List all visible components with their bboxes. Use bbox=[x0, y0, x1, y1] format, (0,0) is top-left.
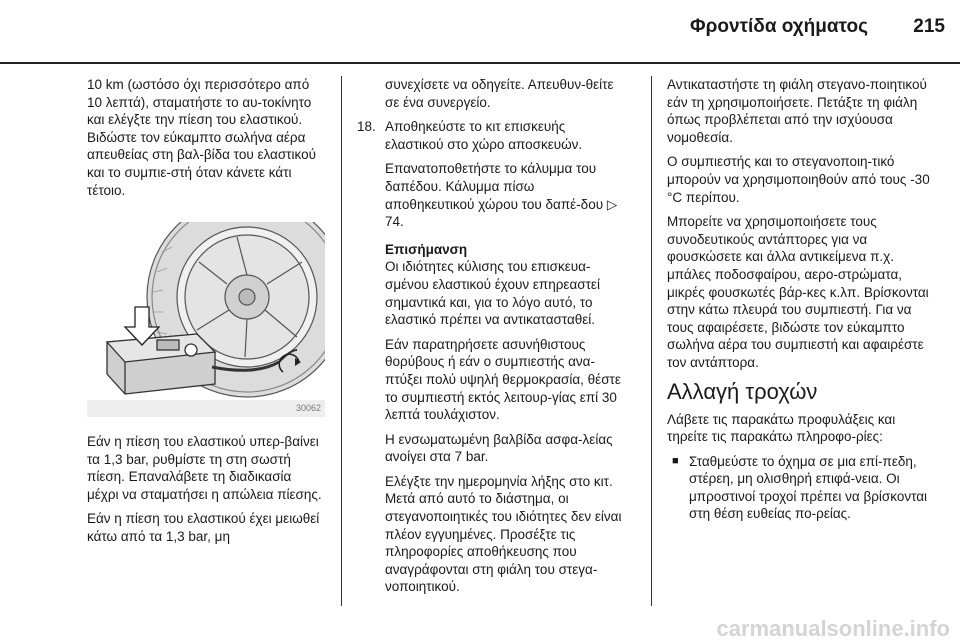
figure-number: 30062 bbox=[295, 403, 321, 413]
column-1-bottom bbox=[87, 433, 325, 553]
section-heading: Αλλαγή τροχών bbox=[667, 378, 818, 404]
paragraph: Αντικαταστήστε τη φιάλη στεγανο-ποιητικού εάν τη χρησιμοποιήσετε. Πετάξτε τη φιάλη όπως προβλέπεται από την ισχύουσα νομοθεσία. bbox=[667, 77, 927, 145]
paragraph: συνεχίσετε να οδηγείτε. Απευθυν-θείτε σε ένα συνεργείο. bbox=[385, 77, 614, 110]
notice-block bbox=[357, 241, 625, 596]
paragraph: Λάβετε τις παρακάτω προφυλάξεις και τηρείτε τις παρακάτω πληροφο-ρίες: bbox=[667, 411, 896, 445]
page-ref-icon: ▷ bbox=[606, 196, 618, 212]
paragraph: Ο συμπιεστής και το στεγανοποιη-τικό μπορούν να χρησιμοποιηθούν από τους -30 °C περίπου. bbox=[667, 154, 930, 205]
notice-text: Οι ιδιότητες κύλισης του επισκευα-σμένου ελαστικού έχουν επηρεαστεί σημαντικά και, για το λόγο αυτό, το ελαστικό πρέπει να αντικατασταθεί. bbox=[385, 259, 600, 328]
column-1-top bbox=[87, 76, 325, 206]
list-number: 18. bbox=[357, 119, 376, 135]
paragraph: Μπορείτε να χρησιμοποιήσετε τους συνοδευτικούς αντάπτορες για να φουσκώσετε και άλλα αντικείμενα π.χ. μπάλες ποδοσφαίρου, αερο-στρώματα, μικρές φουσκωτές βάρ-κες κ.λπ. Βρίσκονται στην κάτω πλευρά του συμπιεστή. Για να τους αφαιρέσετε, βιδώστε τον εύκαμπτο σωλήνα αέρα του συμπιεστή και αφαιρέστε τον αντάπτορα. bbox=[667, 214, 929, 370]
page-number: 215 bbox=[913, 16, 945, 37]
column-divider bbox=[651, 76, 652, 606]
paragraph: 10 km (ωστόσο όχι περισσότερο από 10 λεπτά), σταματήστε το αυ-τοκίνητο και ελέγξτε την πίεση του ελαστικού. Βιδώστε τον εύκαμπτο σωλήνα αέρα απευθείας στη βαλ-βίδα του ελαστικού και το συμπιε-στή όταν κάνετε κάτι τέτοιο. bbox=[87, 77, 316, 198]
list-item-text: Αποθηκεύστε το κιτ επισκευής ελαστικού στο χώρο αποσκευών. bbox=[385, 119, 583, 152]
paragraph: Ελέγξτε την ημερομηνία λήξης στο κιτ. Μετά από αυτό το διάστημα, οι στεγανοποιητικές του ιδιότητες δεν είναι πλέον εγγυημένες. Προσέξτε τις πληροφορίες αποθήκευσης που αναγράφονται στη φιάλη του στεγα-νοποιητικού. bbox=[385, 473, 622, 595]
paragraph: Εάν παρατηρήσετε ασυνήθιστους θορύβους ή εάν ο συμπιεστής ανα-πτύξει πολύ υψηλή θερμοκρασία, θέστε το συμπιεστή εκτός λειτουρ-γίας επί 30 λεπτά τουλάχιστον. bbox=[385, 336, 621, 423]
header-rule bbox=[0, 62, 960, 64]
page-ref: 74. bbox=[385, 214, 404, 230]
paragraph-text: Επανατοποθετήστε το κάλυμμα του δαπέδου. Κάλυμμα πίσω αποθηκευτικού χώρου του δαπέ-δου bbox=[385, 161, 604, 212]
column-2 bbox=[357, 76, 625, 603]
paragraph: Εάν η πίεση του ελαστικού έχει μειωθεί κάτω από τα 1,3 bar, μη bbox=[87, 511, 320, 544]
paragraph bbox=[357, 160, 625, 230]
list-item-18 bbox=[357, 118, 625, 153]
list-item-text: Σταθμεύστε το όχημα σε μια επί-πεδη, στέρεη, μη ολισθηρή επιφά-νεια. Οι μπροστινοί τροχοί πρέπει να βρίσκονται στη θέση ευθείας πο-ρείας. bbox=[689, 453, 928, 522]
notice-title: Επισήμανση bbox=[385, 241, 468, 257]
watermark: carmanualsonline.info bbox=[716, 616, 950, 641]
column-3 bbox=[667, 76, 932, 523]
page-title: Φροντίδα οχήματος bbox=[690, 16, 868, 37]
page-header bbox=[0, 0, 960, 62]
column-divider bbox=[341, 76, 342, 606]
paragraph: Η ενσωματωμένη βαλβίδα ασφα-λείας ανοίγει στα 7 bar. bbox=[385, 431, 613, 465]
bullet-icon: ■ bbox=[672, 454, 679, 467]
compressor-illustration-drawing bbox=[87, 222, 325, 417]
list-item bbox=[667, 453, 932, 523]
compressor-illustration bbox=[87, 222, 325, 417]
paragraph: Εάν η πίεση του ελαστικού υπερ-βαίνει τα 1,3 bar, ρυθμίστε τη στη σωστή πίεση. Επαναλάβετε τη διαδικασία μέχρι να σταματήσει η απώλεια πίεσης. bbox=[87, 434, 322, 502]
